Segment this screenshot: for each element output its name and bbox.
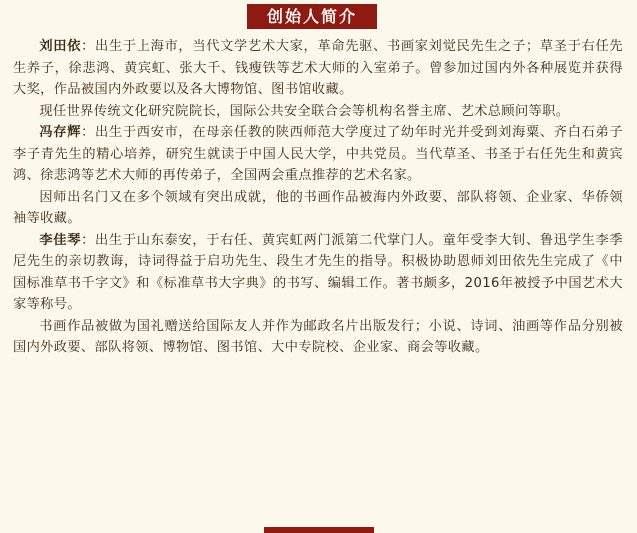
bio-paragraph — [13, 122, 623, 187]
bio-paragraph: 现任世界传统文化研究院院长，国际公共安全联合会等机构名誉主席、艺术总顾问等职。 — [39, 103, 570, 119]
bio-paragraph — [13, 230, 623, 316]
next-section-header-partial — [264, 527, 374, 533]
bio-paragraph: 书画作品被做为国礼赠送给国际友人并作为邮政名片出版发行；小说、诗词、油画等作品分别被国内外政要、部队将领、博物馆、图书馆、大中专院校、企业家、商会等收藏。 — [13, 318, 623, 355]
bio-text: ：出生于山东泰安，于右任、黄宾虹两门派第二代掌门人。童年受李大钊、鲁迅学生李季尼先生的亲切教诲，诗词得益于启功先生、段生才先生的指导。积极协助恩师刘田依先生完成了《中国标准草书千字文》和《标准草书大字典》的书写、编辑工作。著书颇多，2016年被授予中国艺术大家等称号。 — [13, 232, 623, 312]
bio-content — [13, 36, 623, 359]
bio-name: 李佳琴 — [39, 232, 82, 248]
section-title: 创始人简介 — [247, 4, 377, 29]
bio-text: ：出生于上海市，当代文学艺术大家，革命先驱、书画家刘觉民先生之子；草圣于右任先生养子，徐悲鸿、黄宾虹、张大千、钱瘦铁等艺术大师的入室弟子。曾参加过国内外各种展览并获得大奖，作品被国内外政要以及各大博物馆、图书馆收藏。 — [13, 39, 623, 97]
bio-text: ：出生于西安市，在母亲任教的陕西师范大学度过了幼年时光并受到刘海粟、齐白石弟子李子青先生的精心培养，研究生就读于中国人民大学，中共党员。当代草圣、书圣于右任先生和黄宾鸿、徐悲鸿等艺术大师的再传弟子，全国两会重点推荐的艺术名家。 — [13, 125, 623, 183]
bio-paragraph: 因师出名门又在多个领域有突出成就，他的书画作品被海内外政要、部队将领、企业家、华侨领袖等收藏。 — [13, 189, 623, 226]
bio-name: 刘田依 — [39, 39, 82, 54]
bio-name: 冯存辉 — [39, 125, 82, 140]
bio-paragraph — [13, 36, 623, 101]
